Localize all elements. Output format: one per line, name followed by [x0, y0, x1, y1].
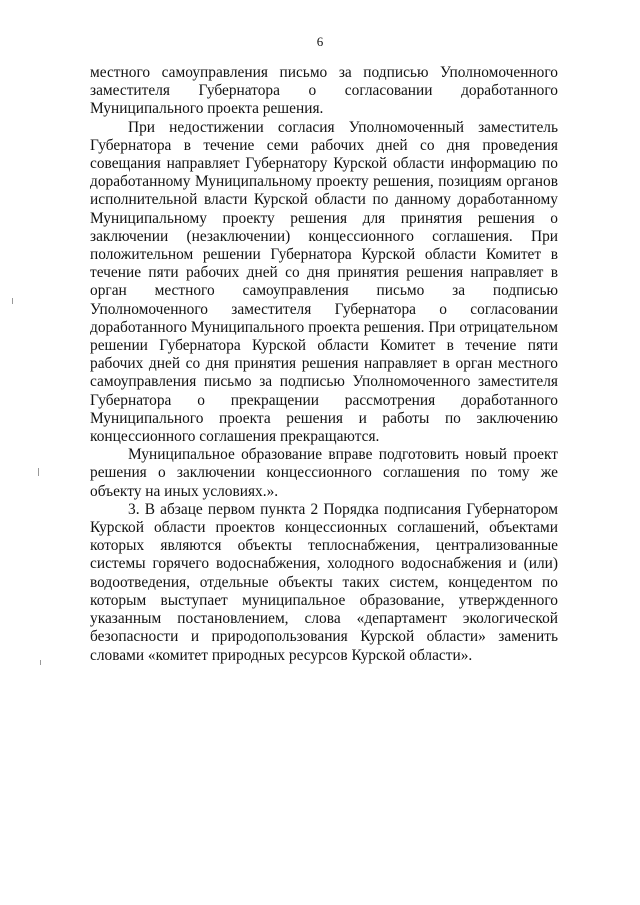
paragraph-no-agreement: При недостижении согласия Уполномоченный заместитель Губернатора в течение семи рабочих дней со дня проведения совещания направляет Губернатору Курской области информацию по доработанному Муниципальному проекту решения, позициям органов исполнительной власти Курской области по данному доработанному Муниципальному проекту решения для принятия решения о заключении (незаключении) концессионного соглашения. При положительном решении Губернатора Курской области Комитет в течение пяти рабочих дней со дня принятия решения направляет в орган местного самоуправления письмо за подписью Уполномоченного заместителя Губернатора о согласовании доработанного Муниципального проекта решения. При отрицательном решении Губернатора Курской области Комитет в течение пяти рабочих дней со дня принятия решения направляет в орган местного самоуправления письмо за подписью Уполномоченного заместителя Губернатора о прекращении рассмотрения доработанного Муниципального проекта решения и работы по заключению концессионного соглашения прекращаются. — [90, 118, 558, 446]
page-number: 6 — [316, 34, 324, 49]
scan-speck — [40, 660, 41, 665]
paragraph-continuation: местного самоуправления письмо за подписью Уполномоченного заместителя Губернатора о согласовании доработанного Муниципального проекта решения. — [90, 64, 558, 118]
scan-speck — [38, 468, 39, 476]
paragraph-new-project: Муниципальное образование вправе подготовить новый проект решения о заключении концессионного соглашения по тому же объекту на иных условиях.». — [90, 446, 558, 500]
paragraph-item-3: 3. В абзаце первом пункта 2 Порядка подписания Губернатором Курской области проектов концессионных соглашений, объектами которых являются объекты теплоснабжения, централизованные системы горячего водоснабжения, холодного водоснабжения и (или) водоотведения, отдельные объекты таких систем, концедентом по которым выступает муниципальное образование, утвержденного указанным постановлением, слова «департамент экологической безопасности и природопользования Курской области» заменить словами «комитет природных ресурсов Курской области». — [90, 500, 558, 664]
scan-speck — [12, 298, 13, 304]
document-body — [90, 64, 558, 665]
